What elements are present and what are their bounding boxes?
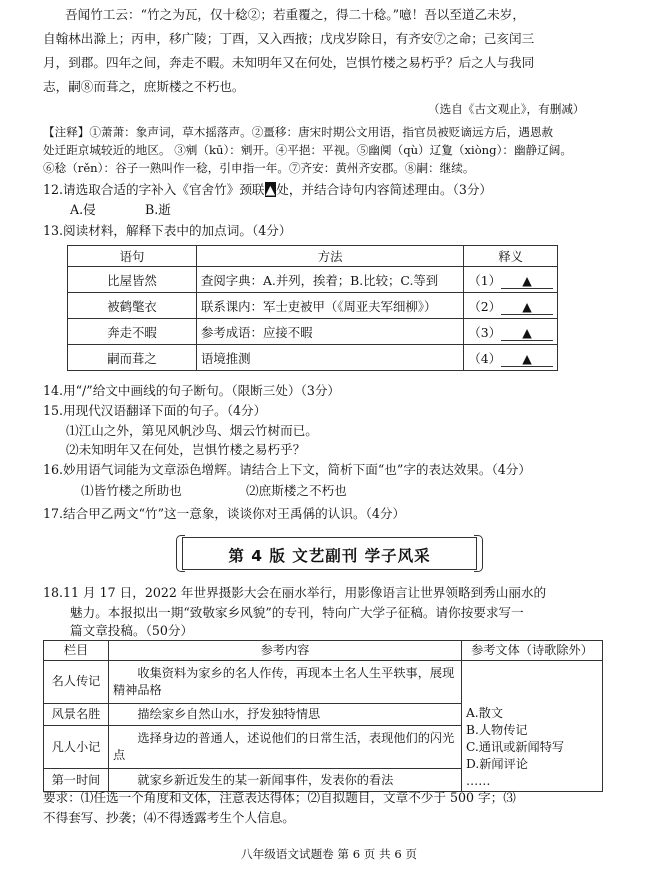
q13-answer-cell bbox=[464, 293, 558, 319]
q18-column-name: 名人传记 bbox=[44, 661, 109, 704]
q13-answer-cell bbox=[464, 319, 558, 345]
question-17: 17.结合甲乙两文“竹”这一意象，谈谈你对王禹偁的认识。（4分） bbox=[43, 506, 406, 521]
answer-blank[interactable]: ▲ bbox=[501, 273, 553, 289]
question-18-line-3: 篇文章投稿。（50分） bbox=[70, 623, 194, 638]
q12-marker: ▲ bbox=[265, 182, 276, 197]
q18-genre-item: C.通讯或新闻特写 bbox=[466, 740, 565, 754]
notes-line-3: ⑥稔（rěn）：谷子一熟叫作一稔，引申指一年。⑦齐安：黄州齐安郡。⑧嗣：继续。 bbox=[43, 161, 475, 175]
q18-genre-list bbox=[462, 661, 603, 792]
notes-line-2: 处迁距京城较近的地区。 ③剜（kū）：剜开。④平挹：平视。⑤幽阒（qù）辽夐（xiòng）：幽静辽阔。 bbox=[43, 143, 572, 157]
q13-method: 参考成语：应接不暇 bbox=[197, 319, 464, 345]
passage-line-3: 月，到郡。四年之间，奔走不暇。未知明年又在何处，岂惧竹楼之易朽乎？后之人与我同 bbox=[43, 55, 535, 70]
q18-table bbox=[43, 640, 603, 792]
answer-blank[interactable]: ▲ bbox=[501, 325, 553, 341]
table-row bbox=[68, 345, 558, 371]
q18-column-name: 第一时间 bbox=[44, 769, 109, 792]
q13-phrase: 奔走不暇 bbox=[68, 319, 197, 345]
q13-header-phrase: 语句 bbox=[68, 246, 197, 267]
question-18-line-2: 魅力。本报拟出一期“致敬家乡风貌”的专刊，特向广大学子征稿。请你按要求写一 bbox=[70, 605, 524, 620]
q18-genre-item: B.人物传记 bbox=[466, 723, 528, 737]
answer-blank[interactable]: ▲ bbox=[501, 299, 553, 315]
q18-column-name: 风景名胜 bbox=[44, 703, 109, 726]
banner-title: 第 4 版 文艺副刊 学子风采 bbox=[228, 547, 431, 565]
q18-requirements-line-2: 不得套写、抄袭；⑷不得透露考生个人信息。 bbox=[43, 810, 295, 825]
q18-header-content: 参考内容 bbox=[109, 641, 462, 661]
passage-line-2: 自翰林出滁上；丙申，移广陵；丁酉，又入西掖；戊戌岁除日，有齐安⑦之命；己亥闰三 bbox=[43, 31, 535, 46]
q13-answer-number: （2） bbox=[468, 298, 501, 314]
q18-header-genre: 参考文体（诗歌除外） bbox=[462, 641, 603, 661]
passage-line-4: 志，嗣⑧而葺之，庶斯楼之不朽也。 bbox=[43, 79, 245, 94]
question-13: 13.阅读材料，解释下表中的加点词。（4分） bbox=[43, 223, 292, 238]
q13-phrase: 被鹤氅衣 bbox=[68, 293, 197, 319]
q12-stem-after: 处，并结合诗句内容简述理由。（3分） bbox=[276, 182, 493, 197]
q13-phrase: 嗣而葺之 bbox=[68, 345, 197, 371]
q18-column-name: 凡人小记 bbox=[44, 726, 109, 769]
answer-blank[interactable]: ▲ bbox=[501, 351, 553, 367]
q13-header-method: 方法 bbox=[197, 246, 464, 267]
q13-header-row bbox=[68, 246, 558, 267]
q13-header-answer: 释义 bbox=[464, 246, 558, 267]
q15-item-1: ⑴江山之外，第见风帆沙鸟、烟云竹树而已。 bbox=[66, 423, 318, 438]
q13-method: 查阅字典：A.并列，挨着；B.比较；C.等到 bbox=[197, 267, 464, 293]
notes-line-1: 【注释】①萧萧：象声词，草木摇落声。②畺移：唐宋时期公文用语，指官员被贬谪远方后，遇恩赦 bbox=[43, 125, 554, 139]
q13-answer-number: （4） bbox=[468, 350, 501, 366]
section-banner bbox=[176, 535, 483, 572]
q18-header-row bbox=[44, 641, 603, 661]
q18-header-column: 栏目 bbox=[44, 641, 109, 661]
q13-phrase: 比屋皆然 bbox=[68, 267, 197, 293]
q13-method: 语境推测 bbox=[197, 345, 464, 371]
q12-option-b: B.逝 bbox=[145, 202, 171, 217]
q18-content: 选择身边的普通人，述说他们的日常生活，表现他们的闪光点 bbox=[109, 726, 462, 769]
passage-line-1: 吾闻竹工云：“竹之为瓦，仅十稔②；若重覆之，得二十稔。”噫！吾以至道乙未岁， bbox=[65, 7, 525, 22]
table-row bbox=[68, 293, 558, 319]
question-15: 15.用现代汉语翻译下面的句子。（4分） bbox=[43, 403, 267, 418]
q13-answer-cell bbox=[464, 345, 558, 371]
q13-answer-number: （1） bbox=[468, 272, 501, 288]
q18-requirements-line-1: 要求：⑴任选一个角度和文体，注意表达得体；⑵自拟题目，文章不少于 500 字；⑶ bbox=[43, 790, 516, 805]
question-12 bbox=[43, 181, 492, 198]
question-18-line-1: 18.11 月 17 日，2022 年世界摄影大会在丽水举行，用影像语言让世界领略到秀山丽水的 bbox=[43, 585, 547, 600]
q16-item-2: ⑵庶斯楼之不朽也 bbox=[246, 483, 347, 498]
q13-table bbox=[67, 245, 558, 371]
table-row bbox=[68, 319, 558, 345]
q13-method: 联系课内：军士吏被甲（《周亚夫军细柳》） bbox=[197, 293, 464, 319]
q13-answer-number: （3） bbox=[468, 324, 501, 340]
page-footer: 八年级语文试题卷 第 6 页 共 6 页 bbox=[241, 847, 417, 861]
q18-content: 收集资料为家乡的名人作传，再现本土名人生平轶事，展现精神品格 bbox=[109, 661, 462, 704]
q16-item-1: ⑴皆竹楼之所助也 bbox=[81, 483, 182, 498]
q12-option-a: A.侵 bbox=[70, 202, 96, 217]
q13-answer-cell bbox=[464, 267, 558, 293]
q18-genre-item: A.散文 bbox=[466, 706, 504, 720]
q18-content: 描绘家乡自然山水，抒发独特情思 bbox=[109, 703, 462, 726]
passage-source: （选自《古文观止》，有删减） bbox=[428, 102, 585, 116]
question-14: 14.用“/”给文中画线的句子断句。（限断三处）（3分） bbox=[43, 383, 341, 398]
q18-genre-item: …… bbox=[466, 774, 491, 788]
table-row bbox=[44, 661, 603, 704]
question-16: 16.妙用语气词能为文章添色增辉。请结合上下文，简析下面“也”字的表达效果。（4分） bbox=[43, 462, 531, 477]
table-row bbox=[68, 267, 558, 293]
q18-genre-item: D.新闻评论 bbox=[466, 757, 528, 771]
q12-stem-before: 12.请选取合适的字补入《官舍竹》颈联 bbox=[43, 182, 265, 197]
q15-item-2: ⑵未知明年又在何处，岂惧竹楼之易朽乎？ bbox=[66, 442, 306, 457]
q18-content: 就家乡新近发生的某一新闻事件，发表你的看法 bbox=[109, 769, 462, 792]
